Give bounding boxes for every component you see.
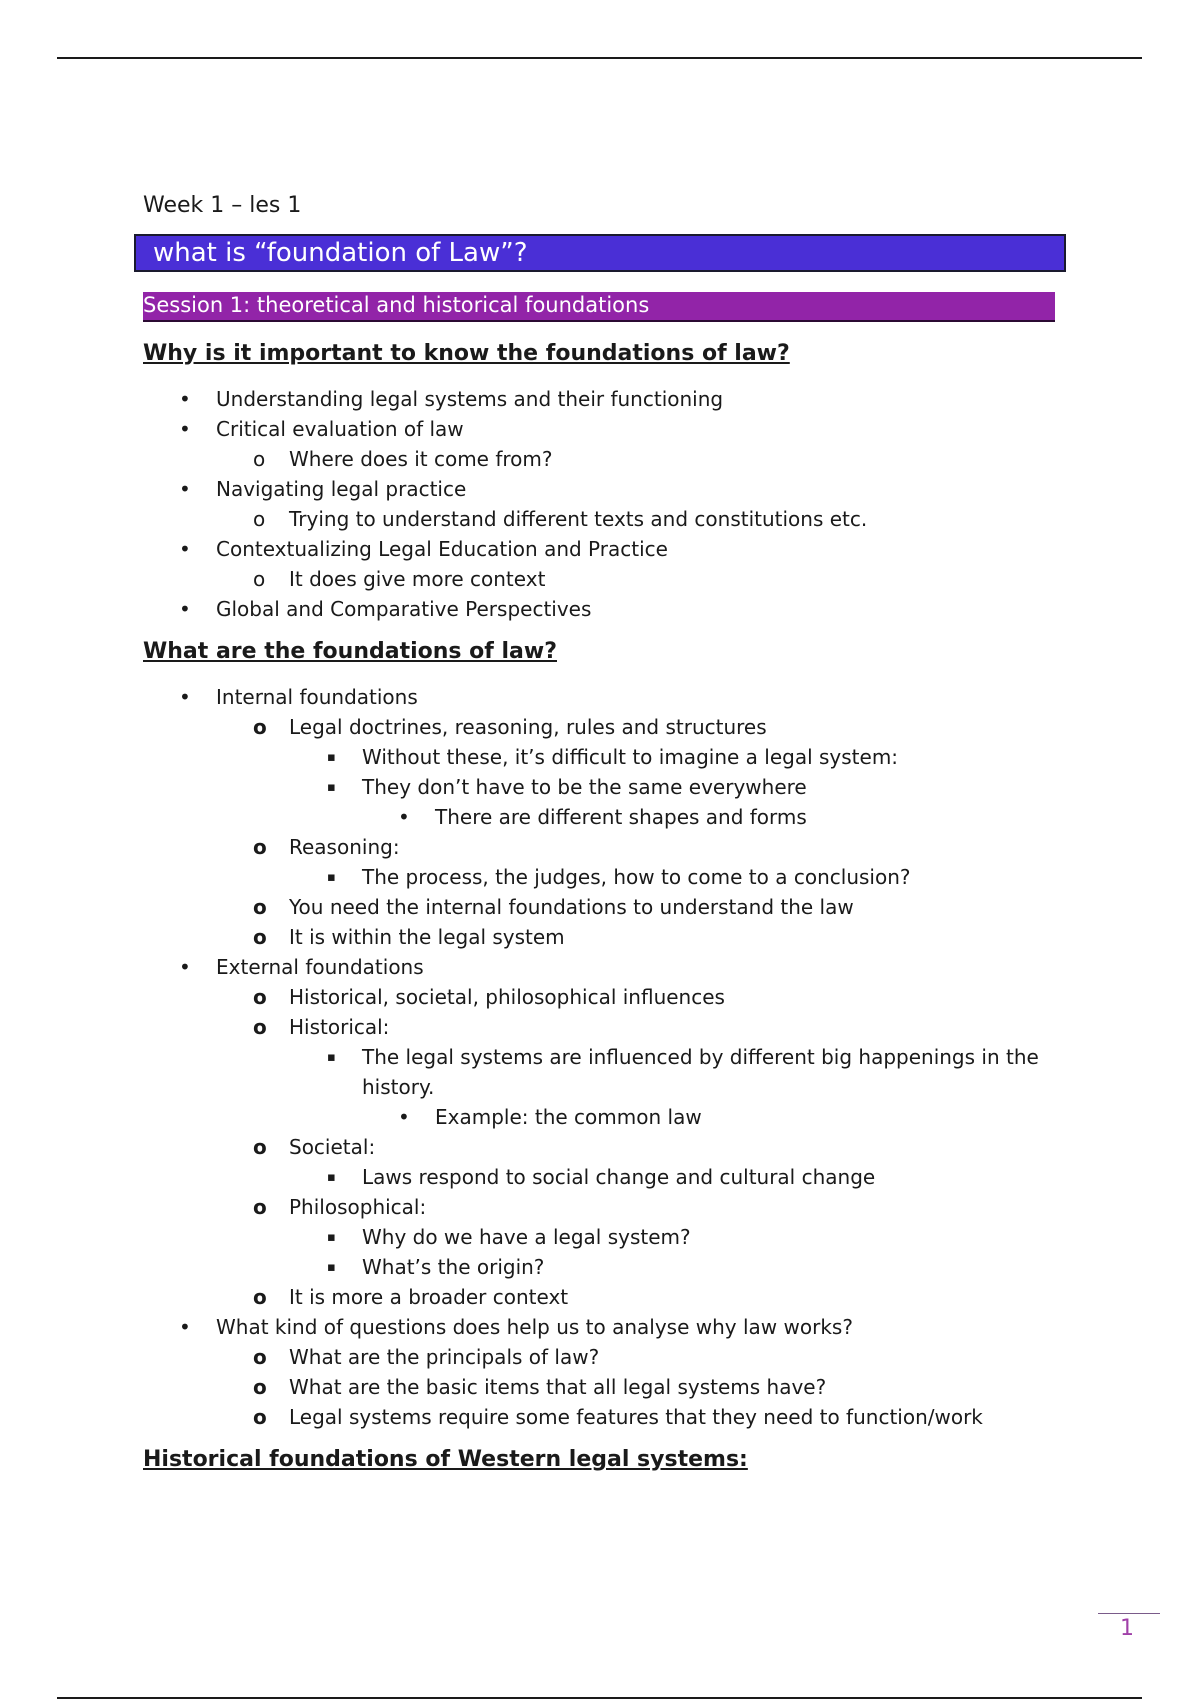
bullet-disc-icon: • (179, 417, 191, 441)
header-rule (57, 57, 1142, 59)
bullet-circle-icon: o (253, 1375, 267, 1399)
list-item: • Global and Comparative Perspectives (143, 594, 1073, 624)
bullet-disc-icon: • (179, 387, 191, 411)
list-item: o Legal doctrines, reasoning, rules and structures ▪ Without these, it’s difficult to imagine a legal system: ▪ They don’t have to be the same everywhere • There are different shapes and forms (216, 712, 1073, 832)
list-item: • There are different shapes and forms (362, 802, 1073, 832)
bullet-circle-icon: o (253, 1285, 267, 1309)
bullet-circle-icon: o (253, 835, 267, 859)
list-item: o What are the principals of law? (216, 1342, 1073, 1372)
list-item: o Historical: ▪ The legal systems are influenced by different big happenings in the history. • Example: the common law (216, 1012, 1073, 1132)
bullet-square-icon: ▪ (327, 1170, 336, 1185)
list-item: o What are the basic items that all legal systems have? (216, 1372, 1073, 1402)
list-item: ▪ The legal systems are influenced by different big happenings in the history. • Example: the common law (289, 1042, 1073, 1132)
list-item: o Historical, societal, philosophical influences (216, 982, 1073, 1012)
bullet-disc-icon: • (179, 597, 191, 621)
list-item: ▪ Without these, it’s difficult to imagine a legal system: (289, 742, 1073, 772)
list-item: ▪ The process, the judges, how to come to a conclusion? (289, 862, 1073, 892)
bullet-circle-icon: o (253, 985, 267, 1009)
list-item: ▪ Laws respond to social change and cultural change (289, 1162, 1073, 1192)
list-item: • Example: the common law (362, 1102, 1073, 1132)
section-heading-importance: Why is it important to know the foundations of law? (143, 341, 790, 366)
bullet-circle-icon: o (253, 1345, 267, 1369)
bullet-disc-icon: • (398, 805, 410, 829)
bullet-circle-icon: o (253, 507, 266, 531)
list-item: ▪ What’s the origin? (289, 1252, 1073, 1282)
list-item: o Legal systems require some features that they need to function/work (216, 1402, 1073, 1432)
bullet-square-icon: ▪ (327, 1050, 336, 1065)
bullet-square-icon: ▪ (327, 750, 336, 765)
bullet-square-icon: ▪ (327, 870, 336, 885)
list-item: o Where does it come from? (216, 444, 1073, 474)
list-item: • Understanding legal systems and their functioning (143, 384, 1073, 414)
list-item: • Navigating legal practice o Trying to understand different texts and constitutions etc. (143, 474, 1073, 534)
list-item: o You need the internal foundations to understand the law (216, 892, 1073, 922)
title-bar: what is “foundation of Law”? (134, 234, 1066, 272)
bullet-circle-icon: o (253, 925, 267, 949)
list-item: • Contextualizing Legal Education and Practice o It does give more context (143, 534, 1073, 594)
list-item: o It does give more context (216, 564, 1073, 594)
bullet-disc-icon: • (179, 1315, 191, 1339)
list-item: o Reasoning: ▪ The process, the judges, how to come to a conclusion? (216, 832, 1073, 892)
section-heading-foundations: What are the foundations of law? (143, 639, 557, 664)
bullet-square-icon: ▪ (327, 1260, 336, 1275)
bullet-circle-icon: o (253, 715, 267, 739)
bullet-circle-icon: o (253, 1015, 267, 1039)
list-item: o Philosophical: ▪ Why do we have a legal system? ▪ What’s the origin? (216, 1192, 1073, 1282)
list-item: ▪ They don’t have to be the same everywhere • There are different shapes and forms (289, 772, 1073, 832)
week-label: Week 1 – les 1 (143, 193, 302, 218)
list-item: • What kind of questions does help us to analyse why law works? o What are the principals of law? o What are the basic items that all legal systems have? o Legal systems require some features that they need to function/work (143, 1312, 1073, 1432)
bullet-disc-icon: • (179, 477, 191, 501)
bullet-disc-icon: • (179, 685, 191, 709)
bullet-circle-icon: o (253, 1405, 267, 1429)
bullet-circle-icon: o (253, 895, 267, 919)
list-item: o Trying to understand different texts and constitutions etc. (216, 504, 1073, 534)
list-item: ▪ Why do we have a legal system? (289, 1222, 1073, 1252)
list-item: • Critical evaluation of law o Where does it come from? (143, 414, 1073, 474)
list-item: o Societal: ▪ Laws respond to social change and cultural change (216, 1132, 1073, 1192)
bullet-square-icon: ▪ (327, 1230, 336, 1245)
bullet-circle-icon: o (253, 447, 266, 471)
bullet-circle-icon: o (253, 1135, 267, 1159)
bullet-circle-icon: o (253, 567, 266, 591)
importance-list (143, 384, 1073, 624)
bullet-disc-icon: • (398, 1105, 410, 1129)
list-item: • Internal foundations o Legal doctrines, reasoning, rules and structures ▪ Without these, it’s difficult to imagine a legal system: ▪ They don’t have to be the same everywhere • There are different shapes and forms o Reasoning: ▪ The process, the judges, how to come to a conclusion? o You need the internal foundations to understand the law o It is within the legal system (143, 682, 1073, 952)
list-item: • External foundations o Historical, societal, philosophical influences o Historical: ▪ The legal systems are influenced by different big happenings in the history. • Example: the common law o Societal: ▪ Laws respond to social change and cultural change o Philosophical: ▪ Why do we have a legal system? ▪ What’s the origin? o It is more a broader context (143, 952, 1073, 1312)
list-item: o It is within the legal system (216, 922, 1073, 952)
page-number: 1 (1120, 1616, 1134, 1641)
bullet-disc-icon: • (179, 537, 191, 561)
document-body (143, 190, 1073, 1490)
session-bar: Session 1: theoretical and historical foundations (143, 292, 1055, 322)
page-number-rule (1098, 1613, 1160, 1614)
footer-rule (57, 1697, 1142, 1699)
bullet-disc-icon: • (179, 955, 191, 979)
bullet-square-icon: ▪ (327, 780, 336, 795)
list-item: o It is more a broader context (216, 1282, 1073, 1312)
bullet-circle-icon: o (253, 1195, 267, 1219)
section-heading-historical: Historical foundations of Western legal systems: (143, 1447, 748, 1472)
foundations-list (143, 682, 1073, 1432)
